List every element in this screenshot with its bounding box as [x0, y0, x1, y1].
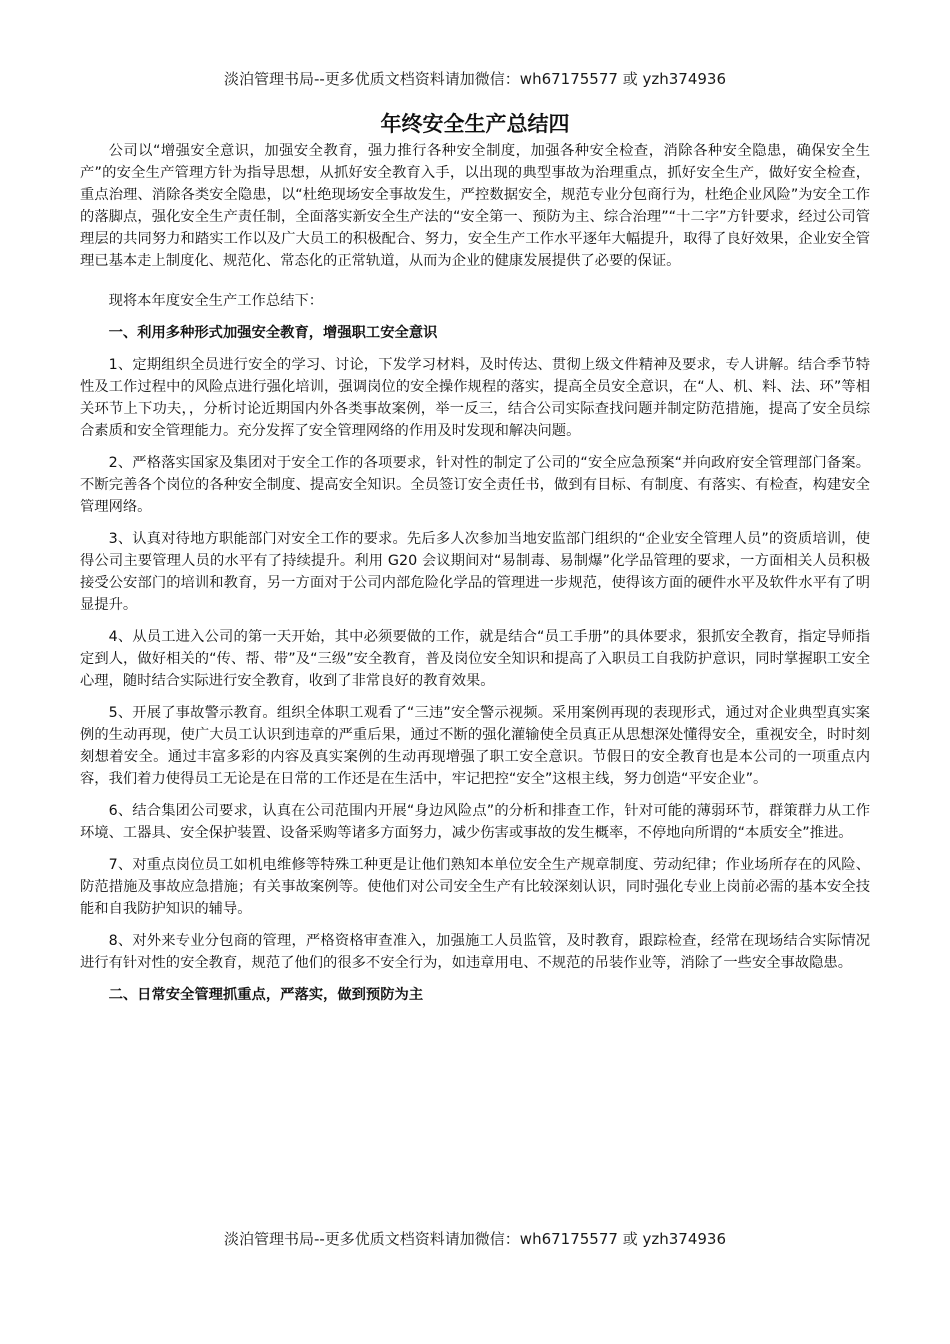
footer-watermark-note: 淡泊管理书局--更多优质文档资料请加微信：wh67175577 或 yzh374936 [223, 1230, 726, 1248]
item-7-paragraph: 7、对重点岗位员工如机电维修等特殊工种更是让他们熟知本单位安全生产规章制度、劳动纪律；作业场所存在的风险、防范措施及事故应急措施；有关事故案例等。使他们对公司安全生产有比较深刻认识，同时强化专业上岗前必需的基本安全技能和自我防护知识的辅导。 [80, 857, 870, 917]
item-5-paragraph: 5、开展了事故警示教育。组织全体职工观看了“三违”安全警示视频。采用案例再现的表现形式，通过对企业典型真实案例的生动再现，使广大员工认识到违章的严重后果，通过不断的强化灌输使全员真正从思想深处懂得安全，重视安全，时时刻刻想着安全。通过丰富多彩的内容及真实案例的生动再现增强了职工安全意识。节假日的安全教育也是本公司的一项重点内容，我们着力使得员工无论是在日常的工作还是在生活中，牢记把控“安全”这根主线，努力创造“平安企业”。 [80, 705, 870, 787]
summary-lead-paragraph: 现将本年度安全生产工作总结下： [108, 293, 324, 309]
item-4-paragraph: 4、从员工进入公司的第一天开始，其中必须要做的工作，就是结合“员工手册”的具体要求，狠抓安全教育，指定导师指定到人，做好相关的“传、帮、带”及“三级”安全教育，普及岗位安全知识和提高了入职员工自我防护意识，同时掌握职工安全心理，随时结合实际进行安全教育，收到了非常良好的教育效果。 [80, 629, 870, 689]
intro-paragraph: 公司以“增强安全意识，加强安全教育，强力推行各种安全制度，加强各种安全检查，消除各种安全隐患，确保安全生产”的安全生产管理方针为指导思想，从抓好安全教育入手，以出现的典型事故为治理重点，抓好安全生产，做好安全检查，重点治理、消除各类安全隐患，以“杜绝现场安全事故发生，严控数据安全，规范专业分包商行为，杜绝企业风险”为安全工作的落脚点，强化安全生产责任制，全面落实新安全生产法的“安全第一、预防为主、综合治理”“十二字”方针要求，经过公司管理层的共同努力和踏实工作以及广大员工的积极配合、努力，安全生产工作水平逐年大幅提升，取得了良好效果，企业安全管理已基本走上制度化、规范化、常态化的正常轨道，从而为企业的健康发展提供了必要的保证。 [80, 143, 870, 269]
item-6-paragraph: 6、结合集团公司要求，认真在公司范围内开展“身边风险点”的分析和排查工作，针对可能的薄弱环节，群策群力从工作环境、工器具、安全保护装置、设备采购等诸多方面努力，减少伤害或事故的发生概率，不停地向所谓的“本质安全”推进。 [80, 803, 870, 841]
header-watermark-note: 淡泊管理书局--更多优质文档资料请加微信：wh67175577 或 yzh374936 [223, 70, 726, 88]
item-8-paragraph: 8、对外来专业分包商的管理，严格资格审查准入，加强施工人员监管，及时教育，跟踪检查，经常在现场结合实际情况进行有针对性的安全教育，规范了他们的很多不安全行为，如违章用电、不规范的吊装作业等，消除了一些安全事故隐患。 [80, 933, 870, 971]
item-3-paragraph: 3、认真对待地方职能部门对安全工作的要求。先后多人次参加当地安监部门组织的“企业安全管理人员”的资质培训，使得公司主要管理人员的水平有了持续提升。利用 G20 会议期间对“易制毒、易制爆”化学品管理的要求，一方面相关人员积极接受公安部门的培训和教育，另一方面对于公司内部危险化学品的管理进一步规范，使得该方面的硬件水平及软件水平有了明显提升。 [80, 531, 870, 613]
document-body [80, 140, 870, 1006]
item-1-paragraph: 1、定期组织全员进行安全的学习、讨论，下发学习材料，及时传达、贯彻上级文件精神及要求，专人讲解。结合季节特性及工作过程中的风险点进行强化培训，强调岗位的安全操作规程的落实，提高全员安全意识，在“人、机、料、法、环”等相关环节上下功夫，，分析讨论近期国内外各类事故案例，举一反三，结合公司实际查找问题并制定防范措施，提高了安全员综合素质和安全管理能力。充分发挥了安全管理网络的作用及时发现和解决问题。 [80, 357, 870, 439]
item-2-paragraph: 2、严格落实国家及集团对于安全工作的各项要求，针对性的制定了公司的“安全应急预案“并向政府安全管理部门备案。不断完善各个岗位的各种安全制度、提高安全知识。全员签订安全责任书，做到有目标、有制度、有落实、有检查，构建安全管理网络。 [80, 455, 870, 515]
document-title: 年终安全生产总结四 [380, 112, 570, 136]
section-1-heading: 一、利用多种形式加强安全教育，增强职工安全意识 [108, 325, 438, 341]
section-2-heading: 二、日常安全管理抓重点，严落实，做到预防为主 [108, 987, 424, 1003]
